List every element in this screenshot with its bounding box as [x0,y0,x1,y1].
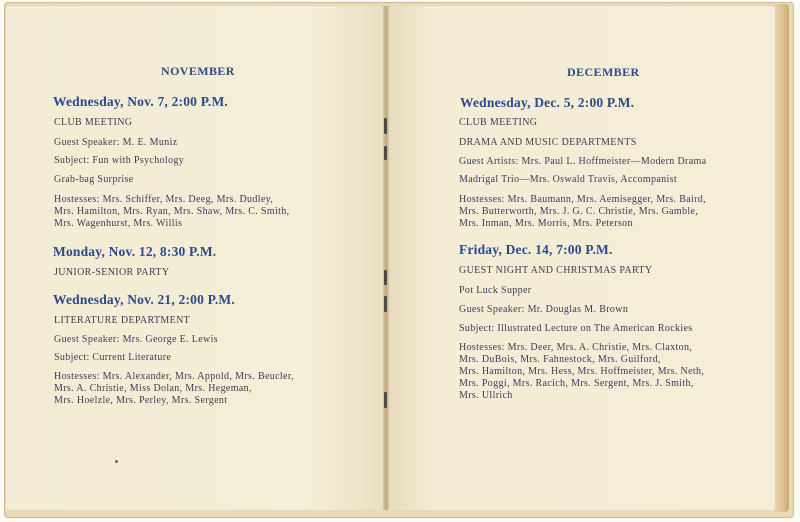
event-line: Guest Speaker: Mrs. George E. Lewis [54,334,218,345]
event-heading: Wednesday, Nov. 21, 2:00 P.M. [53,292,235,307]
staple-mark [384,146,387,160]
event-line: Grab-bag Surprise [54,174,134,185]
ink-speck [115,460,118,463]
event-heading: Monday, Nov. 12, 8:30 P.M. [53,244,217,259]
event-line: CLUB MEETING [54,117,133,128]
spine-fold [383,6,389,510]
december-title: DECEMBER [567,65,640,79]
event-line: Pot Luck Supper [459,285,532,296]
event-line: LITERATURE DEPARTMENT [54,315,191,326]
event-line: Hostesses: Mrs. Alexander, Mrs. Appold, Mrs. Beucler, [54,371,294,382]
event-line: Hostesses: Mrs. Baumann, Mrs. Aemisegger, Mrs. Baird, [459,194,707,205]
event-line: Mrs. Poggi, Mrs. Racich, Mrs. Sergent, Mrs. J. Smith, [459,378,694,389]
event-line: Guest Speaker: M. E. Muniz [54,137,178,148]
event-line: Mrs. Hamilton, Mrs. Hess, Mrs. Hoffmeister, Mrs. Neth, [459,366,705,377]
cover-edge [775,4,789,512]
event-line: Mrs. Ullrich [459,390,513,401]
event-line: DRAMA AND MUSIC DEPARTMENTS [459,137,637,148]
event-line: Mrs. Wagenhurst, Mrs. Willis [54,218,183,229]
event-line: Mrs. Hamilton, Mrs. Ryan, Mrs. Shaw, Mrs. C. Smith, [54,206,290,217]
right-page [389,6,775,510]
event-line: Mrs. DuBois, Mrs. Fahnestock, Mrs. Guilford, [459,354,661,365]
event-line: Subject: Illustrated Lecture on The American Rockies [459,323,693,334]
event-line: CLUB MEETING [459,117,538,128]
staple-mark [384,296,387,312]
event-line: JUNIOR-SENIOR PARTY [54,267,170,278]
event-line: Hostesses: Mrs. Deer, Mrs. A. Christie, Mrs. Claxton, [459,342,693,353]
event-line: Mrs. Hoelzle, Mrs. Perley, Mrs. Sergent [54,395,228,406]
event-line: Madrigal Trio—Mrs. Oswald Travis, Accompanist [459,174,677,185]
november-title: NOVEMBER [161,64,235,78]
event-line: Mrs. Inman, Mrs. Morris, Mrs. Peterson [459,218,633,229]
staple-mark [384,392,387,408]
event-line: Mrs. A. Christie, Miss Dolan, Mrs. Hegeman, [54,383,252,394]
event-line: Guest Speaker: Mr. Douglas M. Brown [459,304,629,315]
event-heading: Friday, Dec. 14, 7:00 P.M. [459,242,613,257]
event-line: Guest Artists: Mrs. Paul L. Hoffmeister—Modern Drama [459,156,707,167]
staple-mark [384,270,387,285]
event-heading: Wednesday, Nov. 7, 2:00 P.M. [53,94,228,109]
event-line: GUEST NIGHT AND CHRISTMAS PARTY [459,265,653,276]
event-line: Subject: Current Literature [54,352,172,363]
staple-mark [384,118,387,134]
event-heading: Wednesday, Dec. 5, 2:00 P.M. [460,95,635,110]
event-line: Hostesses: Mrs. Schiffer, Mrs. Deeg, Mrs. Dudley, [54,194,274,205]
event-line: Subject: Fun with Psychology [54,155,185,166]
event-line: Mrs. Butterworth, Mrs. J. G. C. Christie, Mrs. Gamble, [459,206,699,217]
